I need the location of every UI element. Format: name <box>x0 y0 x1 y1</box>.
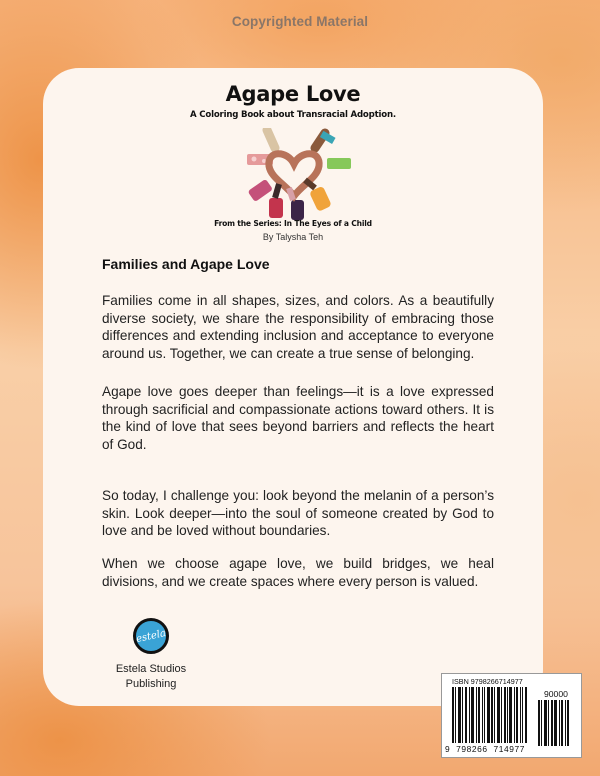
paragraph: When we choose agape love, we build bridges, we heal divisions, and we create spaces where every person is valued. <box>102 556 494 589</box>
barcode-addon-digits: 90000 <box>544 689 568 699</box>
publisher-logo-text: estela <box>135 627 167 645</box>
barcode-digits: 9 798266 714977 <box>445 744 526 754</box>
addon-bars-icon <box>538 700 576 746</box>
publisher-name-line2: Publishing <box>125 678 177 690</box>
back-cover-panel <box>43 68 543 706</box>
copyright-watermark: Copyrighted Material <box>231 14 369 29</box>
paragraph: Families come in all shapes, sizes, and colors. As a beautifully diverse society, we share the responsibility of embracing those differences and extending inclusion and acceptance to everyone around us. Together, we can create a true sense of belonging. <box>102 293 494 361</box>
author-name: By Talysha Teh <box>262 232 324 242</box>
publisher-name <box>103 662 199 692</box>
paragraph: Agape love goes deeper than feelings—it is a love expressed through sacrificial and compassionate actions toward others. It is the kind of love that sees beyond barriers and reflects the heart of God. <box>102 384 494 452</box>
paragraph: So today, I challenge you: look beyond the melanin of a person’s skin. Look deeper—into the soul of someone created by God to love and be loved without boundaries. <box>102 488 494 539</box>
isbn-barcode <box>441 673 582 758</box>
barcode-bars-icon <box>452 687 534 743</box>
publisher-logo-icon <box>133 618 169 654</box>
series-name: From the Series: In The Eyes of a Child <box>214 219 372 228</box>
book-title: Agape Love <box>225 82 361 106</box>
isbn-label: ISBN 9798266714977 <box>452 677 523 686</box>
book-subtitle: A Coloring Book about Transracial Adoption. <box>190 110 396 120</box>
section-heading: Families and Agape Love <box>102 256 270 272</box>
hands-heart-illustration <box>229 128 359 220</box>
publisher-name-line1: Estela Studios <box>115 663 187 675</box>
